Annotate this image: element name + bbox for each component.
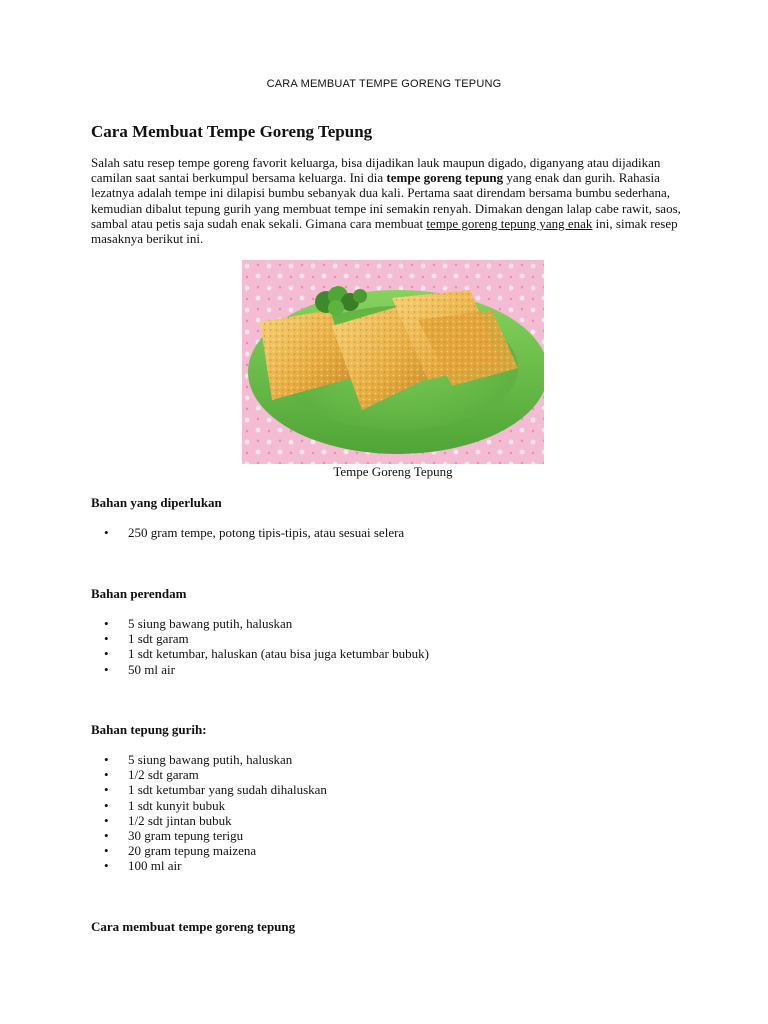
list-item: • 5 siung bawang putih, haluskan xyxy=(104,752,293,767)
tempe-photo xyxy=(242,260,544,464)
intro-paragraph xyxy=(91,155,701,246)
list-item: • 100 ml air xyxy=(104,858,182,874)
heading-cara-membuat: Cara membuat tempe goreng tepung xyxy=(91,919,296,934)
list-item: • 50 ml air xyxy=(104,661,175,677)
bullet: • xyxy=(104,843,109,859)
list-item: • 30 gram tepung terigu xyxy=(104,828,244,844)
list-item: • 1 sdt ketumbar yang sudah dihaluskan xyxy=(104,782,327,798)
list-perendam xyxy=(91,616,429,677)
bullet: • xyxy=(104,616,109,631)
list-item: • 1/2 sdt garam xyxy=(104,767,199,783)
bullet: • xyxy=(104,631,109,647)
list-item: • 1/2 sdt jintan bubuk xyxy=(104,812,232,828)
bullet: • xyxy=(104,782,109,798)
heading-bahan: Bahan yang diperlukan xyxy=(91,495,222,510)
page-header-title: CARA MEMBUAT TEMPE GORENG TEPUNG xyxy=(266,78,502,90)
intro-text-2: yang enak dan gurih. Rahasia lezatnya adalah tempe ini dilapisi bumbu sebanyak dua kali. Pertama saat direndam bersama bumbu sederhana, kemudian dibalut tepung gurih yang membuat tempe ini semakin renyah. Dimakan dengan lalap cabe rawit, saos, sambal atau petis saja sudah enak sekali. Gimana cara membuat xyxy=(91,170,681,231)
recipe-link[interactable]: tempe goreng tepung yang enak xyxy=(426,215,593,231)
list-item: • 1 sdt garam xyxy=(104,631,189,647)
bullet: • xyxy=(104,646,109,662)
bullet: • xyxy=(104,828,109,844)
bullet: • xyxy=(104,797,109,813)
list-tepung xyxy=(91,752,327,874)
bullet: • xyxy=(104,812,109,828)
intro-text-3: ini, simak resep masaknya berikut ini. xyxy=(91,215,678,247)
list-item: • 20 gram tepung maizena xyxy=(104,843,257,859)
bullet: • xyxy=(104,752,109,767)
bullet: • xyxy=(104,525,109,540)
bullet: • xyxy=(104,767,109,783)
intro-bold-keyword: tempe goreng tepung xyxy=(386,170,504,186)
list-item: • 5 siung bawang putih, haluskan xyxy=(104,616,293,631)
list-item: • 1 sdt ketumbar, haluskan (atau bisa juga ketumbar bubuk) xyxy=(104,646,429,662)
article-title: Cara Membuat Tempe Goreng Tepung xyxy=(91,122,373,141)
list-bahan xyxy=(91,525,404,540)
list-item: • 1 sdt kunyit bubuk xyxy=(104,797,226,813)
list-item: • 250 gram tempe, potong tipis-tipis, atau sesuai selera xyxy=(104,525,405,540)
heading-perendam: Bahan perendam xyxy=(91,586,187,601)
heading-tepung: Bahan tepung gurih: xyxy=(91,722,207,737)
intro-text-1: Salah satu resep tempe goreng favorit keluarga, bisa dijadikan lauk maupun digado, diganyang atau dijadikan camilan saat santai berkumpul bersama keluarga. Ini dia xyxy=(91,155,661,186)
bullet: • xyxy=(104,858,109,874)
image-caption: Tempe Goreng Tepung xyxy=(333,464,453,479)
bullet: • xyxy=(104,661,109,677)
